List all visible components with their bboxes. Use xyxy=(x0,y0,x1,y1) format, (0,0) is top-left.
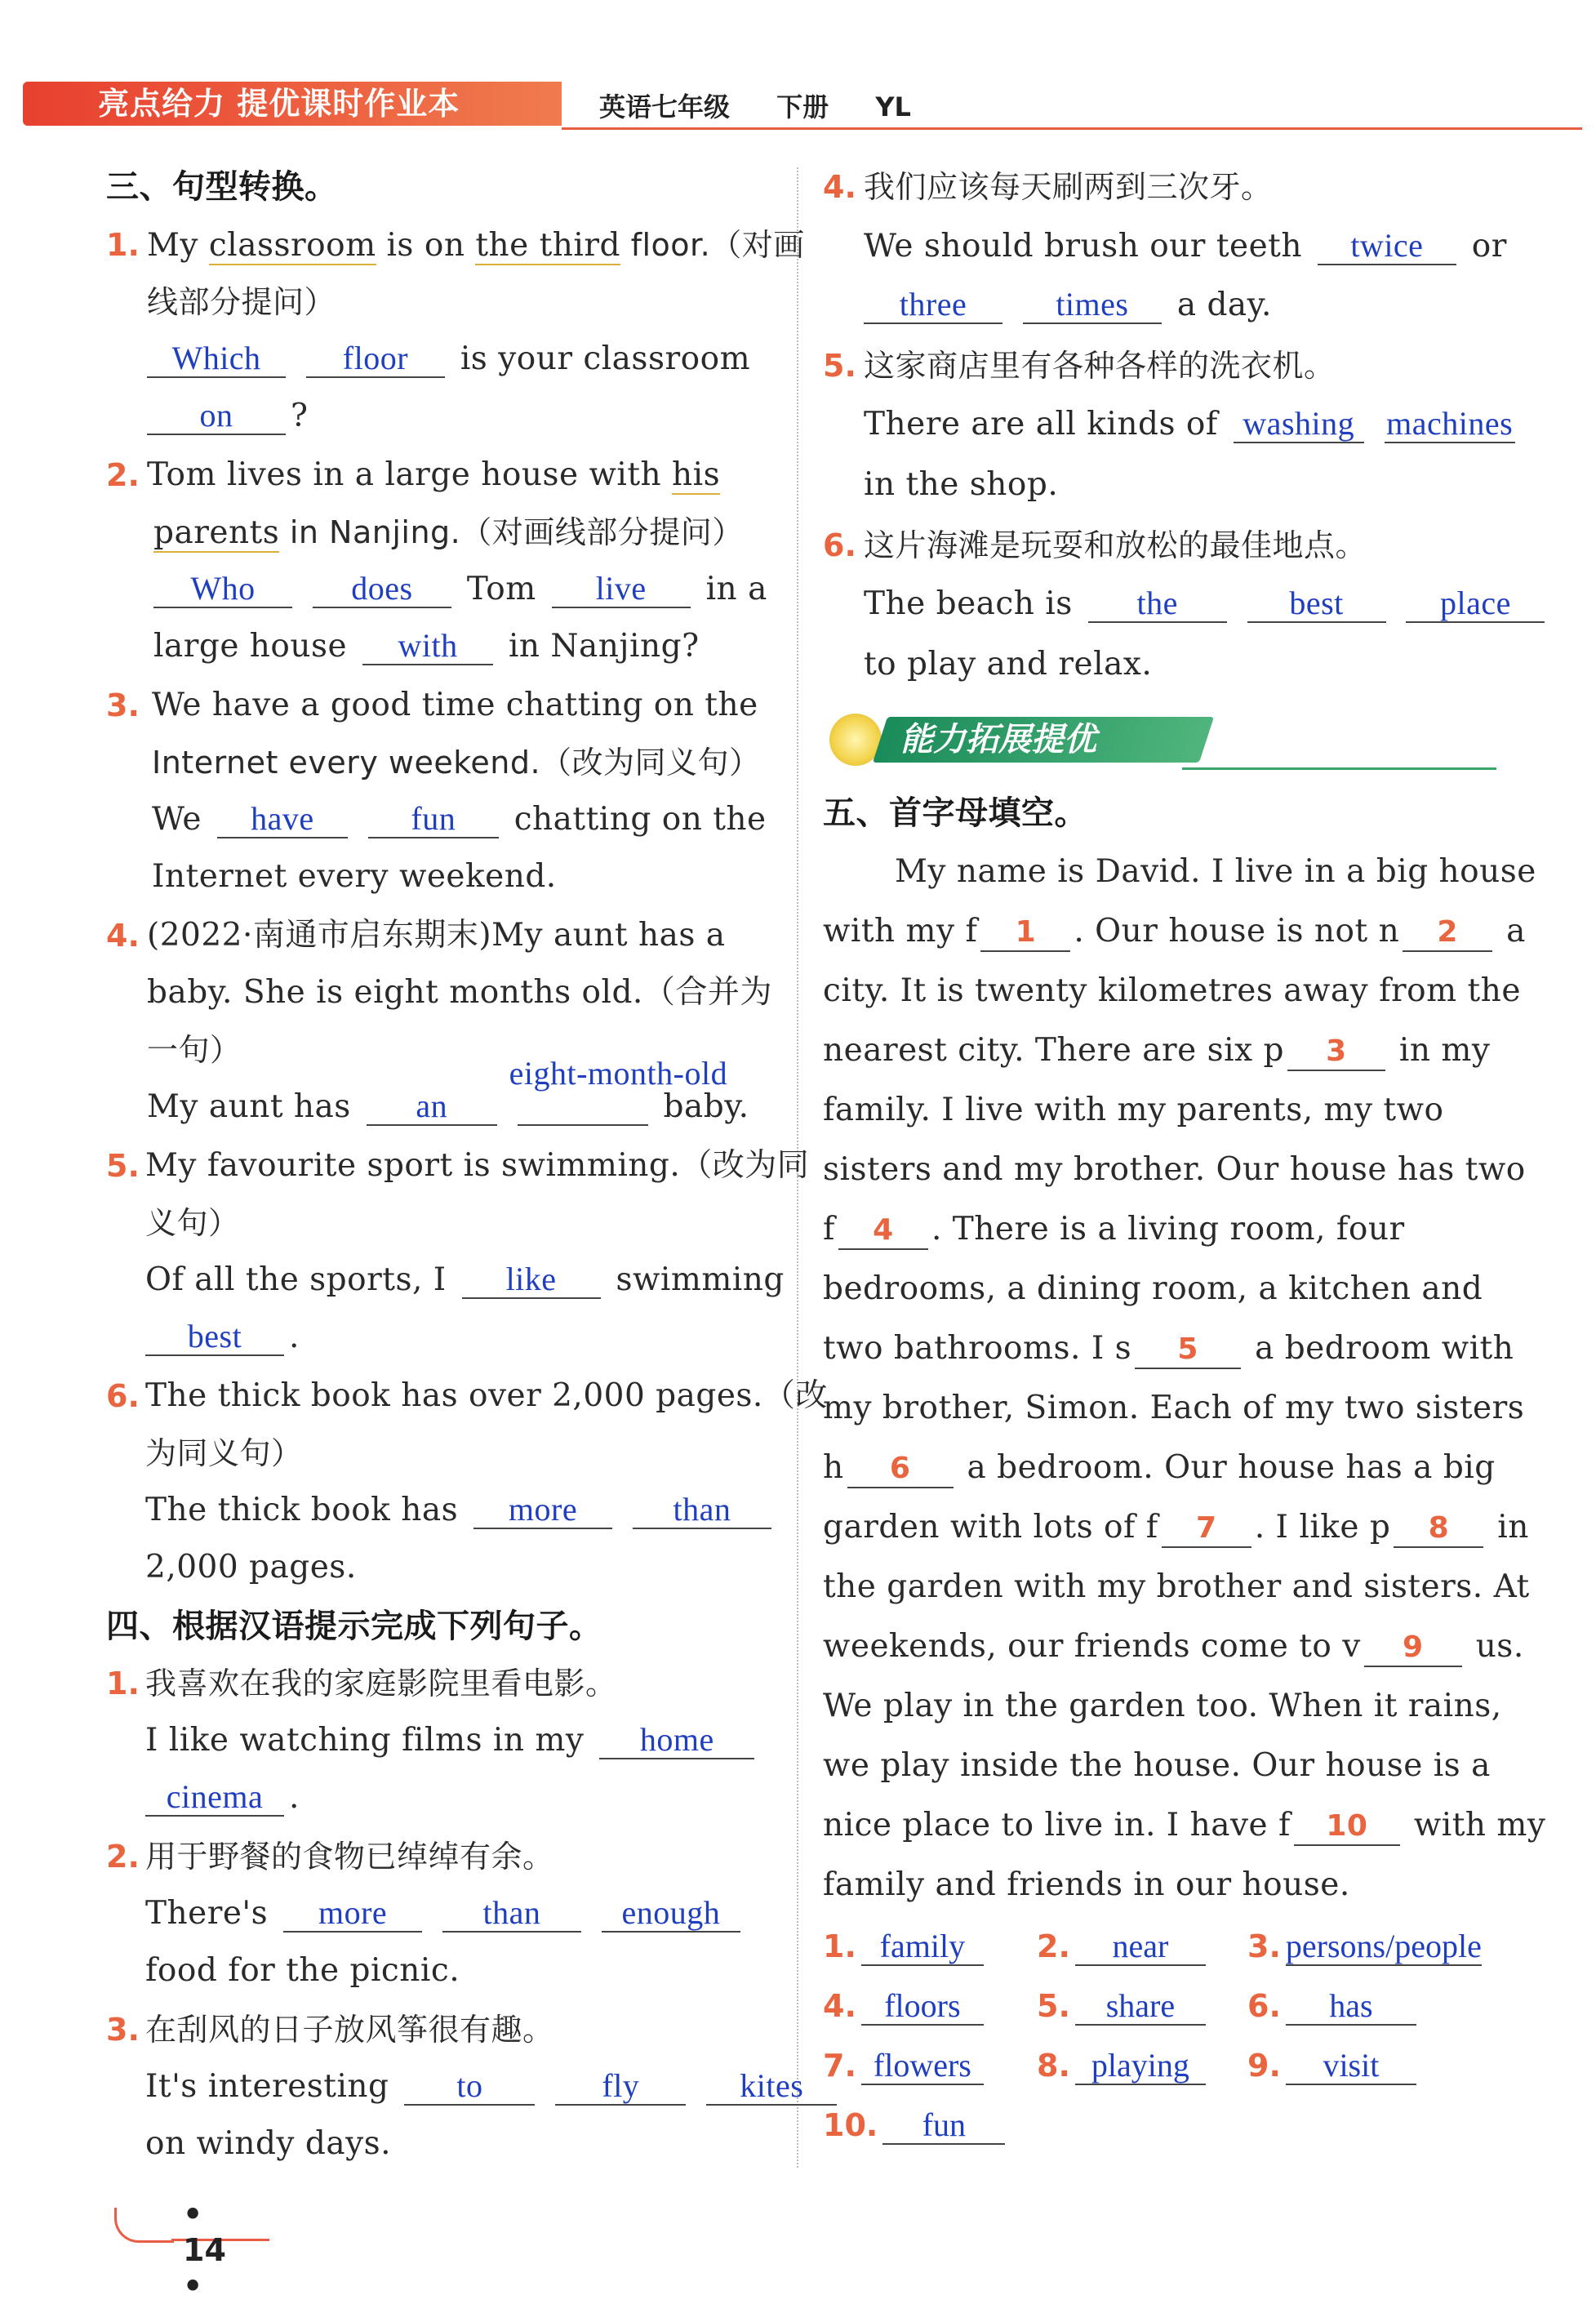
answer-blank: on xyxy=(147,398,286,435)
answer-blank: live xyxy=(552,571,691,608)
q3-4-answer-line: My aunt has an eight-month-old baby. xyxy=(147,1055,749,1125)
passage-line: two bathrooms. I s 5 a bedroom with xyxy=(823,1329,1514,1369)
q4-1-number: 1. xyxy=(106,1666,140,1701)
answer-item: 4. floors xyxy=(823,1986,989,2026)
q3-3-number: 3. xyxy=(106,687,140,723)
answer-item: 1. family xyxy=(823,1927,989,1966)
page-header xyxy=(23,75,1582,131)
answer-blank: than xyxy=(633,1492,771,1529)
q3-2-answer-line: Who does Tom live in a xyxy=(153,570,767,609)
cloze-blank: 6 xyxy=(847,1451,954,1488)
answer-item: 2. near xyxy=(1037,1927,1211,1966)
passage-line: f 4 . There is a living room, four xyxy=(823,1210,1405,1250)
volume-label: 下册 xyxy=(776,91,829,122)
answer-blank: than xyxy=(442,1895,581,1933)
banner-rule xyxy=(1182,767,1496,770)
section5-title: 五、首字母填空。 xyxy=(823,794,1087,832)
q3-4-line3: 一句） xyxy=(147,1032,242,1068)
q3-5-answer-line: Of all the sports, I like swimming xyxy=(145,1261,785,1298)
cloze-blank: 9 xyxy=(1364,1630,1462,1667)
brand-banner: 亮点给力 提优课时作业本 xyxy=(23,82,562,126)
q3-5-answer-line2: best . xyxy=(145,1318,300,1357)
answer-blank: kites xyxy=(706,2068,837,2106)
cloze-blank: 7 xyxy=(1162,1510,1251,1548)
q3-4-line2: baby. She is eight months old.（合并为 xyxy=(147,974,772,1011)
passage-line: sisters and my brother. Our house has two xyxy=(823,1151,1526,1188)
banner-label: 能力拓展提优 xyxy=(900,721,1096,758)
cloze-blank: 3 xyxy=(1287,1034,1385,1071)
answer-blank: machines xyxy=(1385,406,1515,443)
passage-line: family. I live with my parents, my two xyxy=(823,1092,1444,1128)
q4-1-answer-line2: cinema . xyxy=(145,1778,300,1817)
answer-blank: best xyxy=(145,1319,284,1356)
answer-blank: more xyxy=(473,1492,612,1529)
answer-blank: home xyxy=(599,1722,754,1759)
passage-line: we play inside the house. Our house is a xyxy=(823,1747,1491,1784)
q4-5-number: 5. xyxy=(823,348,856,384)
edition-label: YL xyxy=(875,91,911,122)
answer-blank: enough xyxy=(602,1895,740,1933)
answer-blank: washing xyxy=(1234,406,1364,443)
q3-6-line1: The thick book has over 2,000 pages.（改 xyxy=(145,1377,828,1414)
book-info xyxy=(599,87,949,124)
q4-3-number: 3. xyxy=(106,2012,140,2048)
q3-2-line1: Tom lives in a large house with his xyxy=(147,456,721,493)
passage-line: h 6 a bedroom. Our house has a big xyxy=(823,1448,1496,1488)
answer-blank: does xyxy=(313,571,451,608)
answer-item: 3. persons/people xyxy=(1247,1928,1482,1964)
answer-item: 6. has xyxy=(1247,1986,1421,2026)
q4-6-chinese: 这片海滩是玩耍和放松的最佳地点。 xyxy=(864,527,1367,563)
q3-3-line1: We have a good time chatting on the xyxy=(152,687,758,723)
q4-1-answer-line: I like watching films in my home xyxy=(145,1721,759,1760)
q4-2-number: 2. xyxy=(106,1839,140,1875)
q4-3-chinese: 在刮风的日子放风筝很有趣。 xyxy=(145,2012,554,2048)
cloze-blank: 4 xyxy=(838,1212,928,1250)
header-rule xyxy=(562,127,1582,130)
passage-line: We play in the garden too. When it rains, xyxy=(823,1688,1502,1724)
q4-4-answer-line: We should brush our teeth twice or xyxy=(864,227,1507,265)
answer-blank: cinema xyxy=(145,1779,284,1817)
answer-blank: to xyxy=(404,2068,535,2106)
q4-2-chinese: 用于野餐的食物已绰绰有余。 xyxy=(145,1839,554,1875)
answer-blank: eight-month-old xyxy=(518,1088,648,1126)
passage-line: nearest city. There are six p 3 in my xyxy=(823,1031,1490,1071)
cloze-blank: 1 xyxy=(980,914,1070,952)
answer-blank: fly xyxy=(555,2068,686,2106)
cloze-blank: 10 xyxy=(1294,1808,1400,1846)
q3-5-number: 5. xyxy=(106,1148,140,1184)
q4-4-number: 4. xyxy=(823,169,856,205)
answer-blank: more xyxy=(283,1895,422,1933)
passage-line: bedrooms, a dining room, a kitchen and xyxy=(823,1270,1483,1307)
q3-1-answer-line: Which floor is your classroom xyxy=(147,340,750,379)
answer-blank: best xyxy=(1247,585,1386,623)
q4-5-line3: in the shop. xyxy=(864,466,1059,503)
q4-4-chinese: 我们应该每天刷两到三次牙。 xyxy=(864,169,1273,205)
cloze-blank: 5 xyxy=(1135,1332,1241,1369)
answer-blank: have xyxy=(217,801,348,838)
q3-6-number: 6. xyxy=(106,1378,140,1414)
answer-blank: an xyxy=(367,1088,497,1126)
passage-line: family and friends in our house. xyxy=(823,1866,1350,1903)
passage-line: city. It is twenty kilometres away from the xyxy=(823,972,1521,1009)
page-number: • 14 • xyxy=(183,2196,226,2304)
q3-4-number: 4. xyxy=(106,918,140,954)
answer-item: 7. flowers xyxy=(823,2046,989,2085)
q3-1-line2: 线部分提问） xyxy=(147,284,336,320)
passage-line: nice place to live in. I have f 10 with my xyxy=(823,1806,1545,1846)
q4-6-number: 6. xyxy=(823,527,856,563)
q3-2-line2: parents in Nanjing.（对画线部分提问） xyxy=(153,514,744,551)
q4-4-answer-line2: three times a day. xyxy=(864,286,1272,325)
q4-6-line3: to play and relax. xyxy=(864,646,1153,683)
q3-6-line2: 为同义句） xyxy=(145,1435,303,1471)
passage-line: garden with lots of f 7 . I like p 8 in xyxy=(823,1508,1529,1548)
answer-blank: fun xyxy=(368,801,499,838)
q4-3-answer-line: It's interesting to fly kites xyxy=(145,2067,842,2106)
section3-title: 三、句型转换。 xyxy=(106,168,338,206)
q3-1-answer-line2: on ? xyxy=(147,397,308,436)
ability-banner xyxy=(823,710,1492,774)
answer-item: 8. playing xyxy=(1037,2046,1211,2085)
q3-3-line4: Internet every weekend. xyxy=(152,858,557,895)
answer-blank: Who xyxy=(153,571,292,608)
subject-label: 英语七年级 xyxy=(599,91,731,122)
q3-2-number: 2. xyxy=(106,457,140,493)
q3-1-line1: My classroom is on the third floor.（对画 xyxy=(147,227,805,264)
q4-1-chinese: 我喜欢在我的家庭影院里看电影。 xyxy=(145,1666,617,1701)
passage-line: weekends, our friends come to v 9 us. xyxy=(823,1627,1524,1667)
q3-3-answer-line: We have fun chatting on the xyxy=(152,800,767,838)
q3-4-line1: (2022·南通市启东期末)My aunt has a xyxy=(147,917,726,954)
cloze-blank: 8 xyxy=(1394,1510,1483,1548)
passage-line: my brother, Simon. Each of my two sisters xyxy=(823,1390,1525,1426)
q3-5-line2: 义句） xyxy=(145,1205,240,1241)
q3-6-line4: 2,000 pages. xyxy=(145,1549,357,1586)
answer-blank: twice xyxy=(1318,228,1456,265)
q4-5-answer-line: There are all kinds of washing machines xyxy=(864,405,1520,444)
q3-3-line2: Internet every weekend.（改为同义句） xyxy=(152,745,761,781)
footer-ornament xyxy=(114,2208,174,2243)
cloze-blank: 2 xyxy=(1403,914,1492,952)
q4-6-answer-line: The beach is the best place xyxy=(864,585,1549,624)
answer-blank: like xyxy=(462,1261,601,1299)
answer-blank: Which xyxy=(147,340,286,378)
q4-3-line3: on windy days. xyxy=(145,2125,392,2162)
passage-line: with my f 1 . Our house is not n 2 a xyxy=(823,912,1526,952)
answer-item: 10. fun xyxy=(823,2106,1010,2145)
answer-blank: floor xyxy=(306,340,445,378)
answer-item: 5. share xyxy=(1037,1986,1211,2026)
passage-line: My name is David. I live in a big house xyxy=(895,853,1536,890)
q3-1-number: 1. xyxy=(106,227,140,263)
q4-5-chinese: 这家商店里有各种各样的洗衣机。 xyxy=(864,348,1336,384)
q3-2-answer-line2: large house with in Nanjing? xyxy=(153,627,700,665)
q4-2-answer-line: There's more than enough xyxy=(145,1894,745,1933)
passage-line: the garden with my brother and sisters. At xyxy=(823,1568,1530,1605)
section4-title: 四、根据汉语提示完成下列句子。 xyxy=(106,1608,602,1645)
answer-item: 9. visit xyxy=(1247,2046,1421,2085)
q4-2-line3: food for the picnic. xyxy=(145,1952,460,1989)
q3-6-answer-line: The thick book has more than xyxy=(145,1491,776,1530)
q3-5-line1: My favourite sport is swimming.（改为同 xyxy=(145,1147,810,1184)
answer-blank: with xyxy=(362,628,493,665)
answer-blank: three xyxy=(864,287,1003,324)
answer-blank: place xyxy=(1406,585,1545,623)
answer-blank: the xyxy=(1088,585,1227,623)
answer-blank: times xyxy=(1023,287,1162,324)
